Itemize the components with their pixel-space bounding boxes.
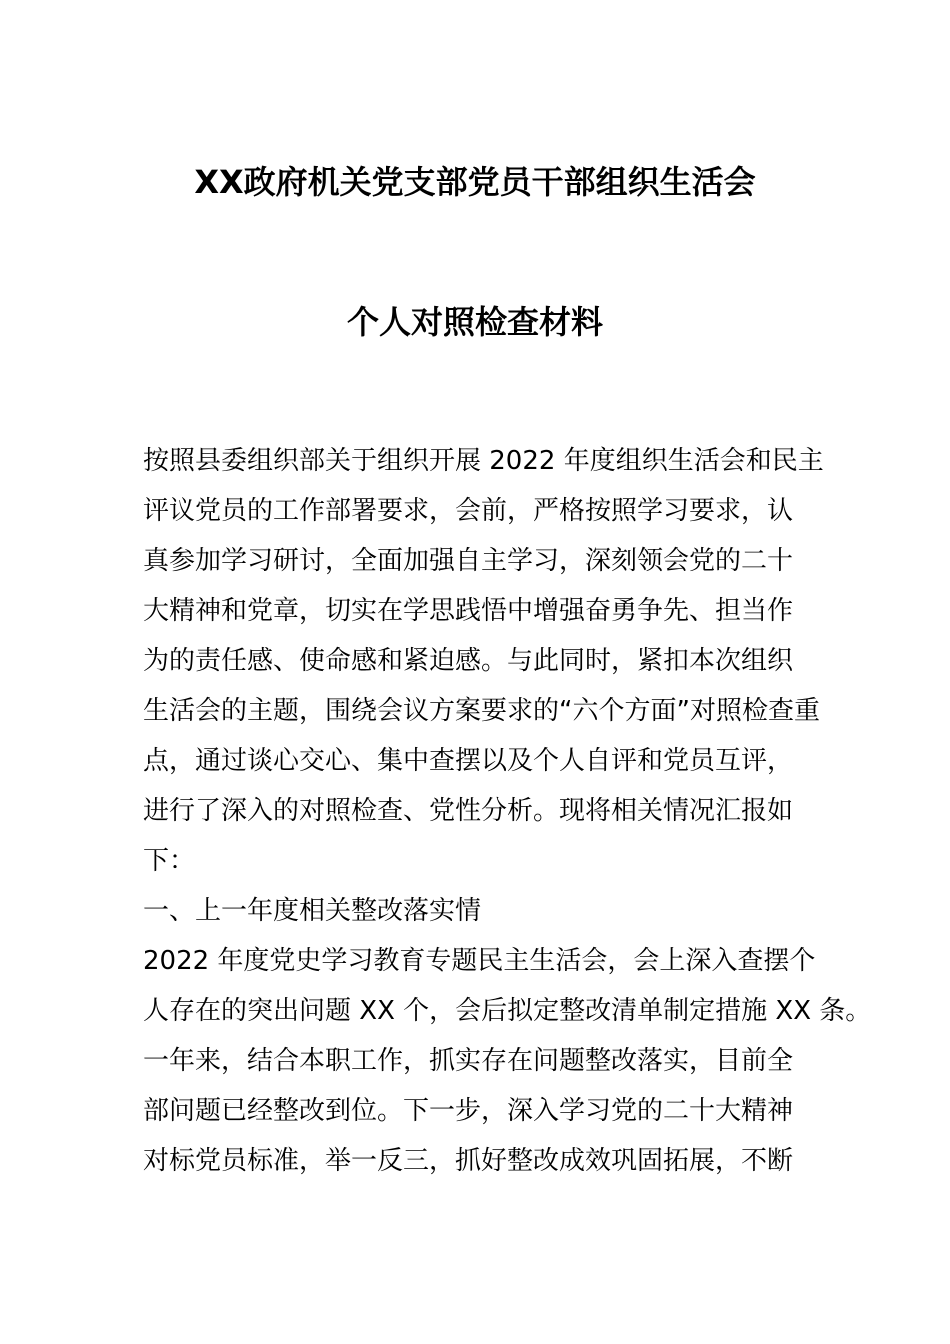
paragraph-1-line: 按照县委组织部关于组织开展 2022 年度组织生活会和民主 — [143, 446, 824, 476]
paragraph-2-line: 对标党员标准，举一反三，抓好整改成效巩固拓展，不断 — [143, 1146, 794, 1176]
paragraph-2-line: 部问题已经整改到位。下一步，深入学习党的二十大精神 — [143, 1096, 794, 1126]
document-title-line-2: 个人对照检查材料 — [346, 303, 603, 341]
document-title-line-1: XX政府机关党支部党员干部组织生活会 — [194, 163, 756, 201]
paragraph-1-line: 点，通过谈心交心、集中查摆以及个人自评和党员互评， — [143, 746, 794, 776]
paragraph-2-line: 一年来，结合本职工作，抓实存在问题整改落实，目前全 — [143, 1046, 794, 1076]
paragraph-1-line: 下： — [143, 846, 196, 876]
paragraph-2-line: 2022 年度党史学习教育专题民主生活会，会上深入查摆个 — [143, 946, 816, 976]
paragraph-1-line: 为的责任感、使命感和紧迫感。与此同时，紧扣本次组织 — [143, 646, 794, 676]
paragraph-1-line: 真参加学习研讨，全面加强自主学习，深刻领会党的二十 — [143, 546, 794, 576]
paragraph-1-line: 评议党员的工作部署要求，会前，严格按照学习要求，认 — [143, 496, 794, 526]
paragraph-2-line: 人存在的突出问题 XX 个，会后拟定整改清单制定措施 XX 条。 — [143, 996, 872, 1026]
paragraph-1-line: 大精神和党章，切实在学思践悟中增强奋勇争先、担当作 — [143, 596, 794, 626]
section-1-heading: 一、上一年度相关整改落实情 — [143, 896, 482, 926]
paragraph-1-line: 生活会的主题，围绕会议方案要求的“六个方面”对照检查重 — [143, 696, 820, 726]
body-text — [143, 436, 872, 1186]
paragraph-1-line: 进行了深入的对照检查、党性分析。现将相关情况汇报如 — [143, 796, 794, 826]
